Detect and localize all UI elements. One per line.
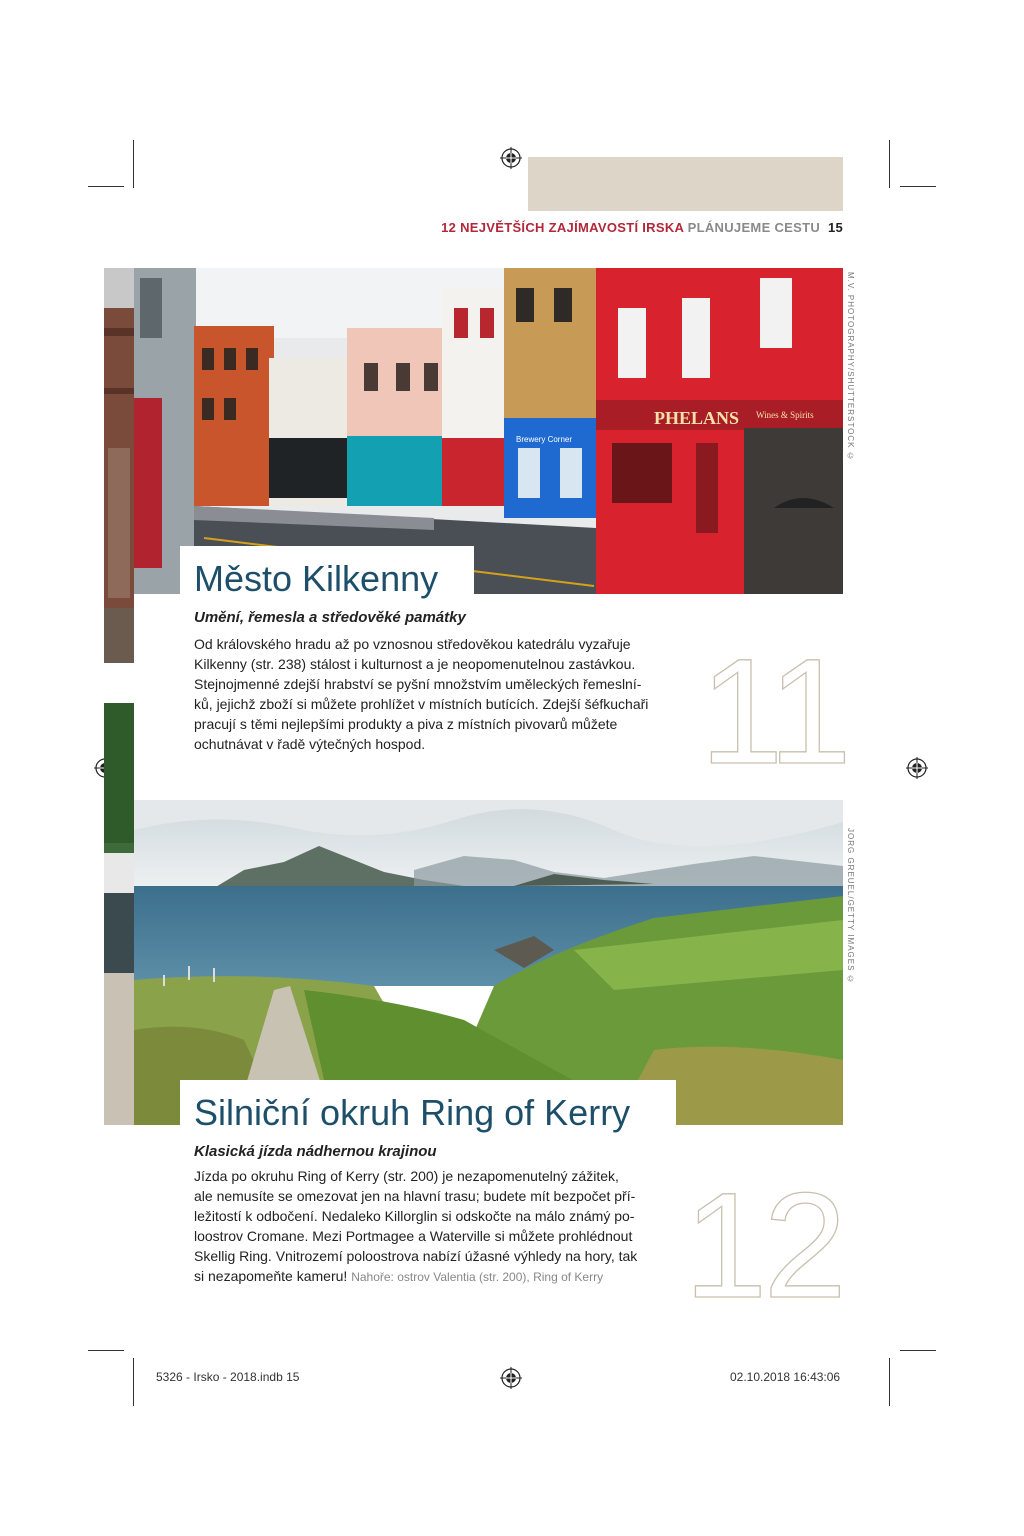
title-box-12 <box>180 1080 676 1136</box>
registration-mark-icon <box>906 757 928 779</box>
feature-subtitle-12: Klasická jízda nádhernou krajinou <box>194 1143 437 1160</box>
feature-number-11: 11 <box>700 627 848 795</box>
body-line: Jízda po okruhu Ring of Kerry (str. 200) je nezapomenutelný zážitek, <box>194 1168 619 1184</box>
body-line-last: si nezapomeňte kameru! <box>194 1268 348 1284</box>
registration-mark-icon <box>500 1367 522 1389</box>
body-line: loostrov Cromane. Mezi Portmagee a Waterville si můžete prohlédnout <box>194 1228 633 1244</box>
shop-sign-wines: Wines & Spirits <box>756 410 814 420</box>
body-line: Od královského hradu až po vznosnou středověkou katedrálu vyzařuje <box>194 636 631 652</box>
crop-mark <box>889 1358 890 1406</box>
photo-credit-kerry: JORG GREUEL/GETTY IMAGES © <box>846 828 855 985</box>
edge-photo-strip-bottom <box>104 703 134 1125</box>
crop-mark <box>900 186 936 187</box>
body-line: pracují s těmi nejlepšími produkty a piva z místních pivovarů můžete <box>194 716 618 732</box>
title-box-11 <box>180 546 474 604</box>
crop-mark <box>88 1350 124 1351</box>
header-color-block <box>528 157 843 211</box>
print-slug-datetime: 02.10.2018 16:43:06 <box>730 1370 841 1384</box>
body-line: Kilkenny (str. 238) stálost i kulturnost a je neopomenutelnou zastávkou. <box>194 656 636 672</box>
body-line: ochutnávat v řadě výtečných hospod. <box>194 736 426 752</box>
running-head <box>300 220 843 235</box>
body-line: Skellig Ring. Vnitrozemí poloostrova nabízí úžasné výhledy na hory, tak <box>194 1248 638 1264</box>
page-number: 15 <box>827 220 843 235</box>
shop-sign-brewery: Brewery Corner <box>516 435 573 444</box>
body-line: ale nemusíte se omezovat jen na hlavní trasu; budete mít bezpočet pří- <box>194 1188 636 1204</box>
feature-body-12 <box>194 1166 714 1287</box>
body-line <box>194 1266 714 1287</box>
running-head-section: 12 NEJVĚTŠÍCH ZAJÍMAVOSTÍ IRSKA <box>441 220 684 235</box>
feature-body-11 <box>194 634 714 754</box>
feature-title-11: Město Kilkenny <box>194 558 439 599</box>
feature-number-12: 12 <box>684 1161 843 1329</box>
ring-of-kerry-landscape-photo <box>134 800 843 1125</box>
crop-mark <box>88 186 124 187</box>
shop-sign-phelans: PHELANS <box>654 408 740 428</box>
crop-mark <box>900 1350 936 1351</box>
print-slug-file: 5326 - Irsko - 2018.indb 15 <box>156 1370 300 1384</box>
photo-caption: Nahoře: ostrov Valentia (str. 200), Ring of Kerry <box>351 1270 604 1284</box>
running-head-chapter: PLÁNUJEME CESTU <box>687 220 821 235</box>
body-line: ků, jejichž zboží si můžete prohlížet v místních butících. Zdejší šéfkuchaři <box>194 696 649 712</box>
registration-mark-icon <box>500 147 522 169</box>
body-line: Stejnojmenné zdejší hrabství se pyšní množstvím uměleckých řemeslní- <box>194 676 642 692</box>
photo-credit-kilkenny: M.V. PHOTOGRAPHY/SHUTTERSTOCK © <box>846 272 855 462</box>
edge-photo-strip-top <box>104 268 134 663</box>
body-line: ležitostí k odbočení. Nedaleko Killorglin si odskočte na málo známý po- <box>194 1208 635 1224</box>
crop-mark <box>133 1358 134 1406</box>
feature-subtitle-11: Umění, řemesla a středověké památky <box>194 609 466 626</box>
crop-mark <box>889 140 890 188</box>
feature-title-12: Silniční okruh Ring of Kerry <box>194 1092 631 1133</box>
crop-mark <box>133 140 134 188</box>
